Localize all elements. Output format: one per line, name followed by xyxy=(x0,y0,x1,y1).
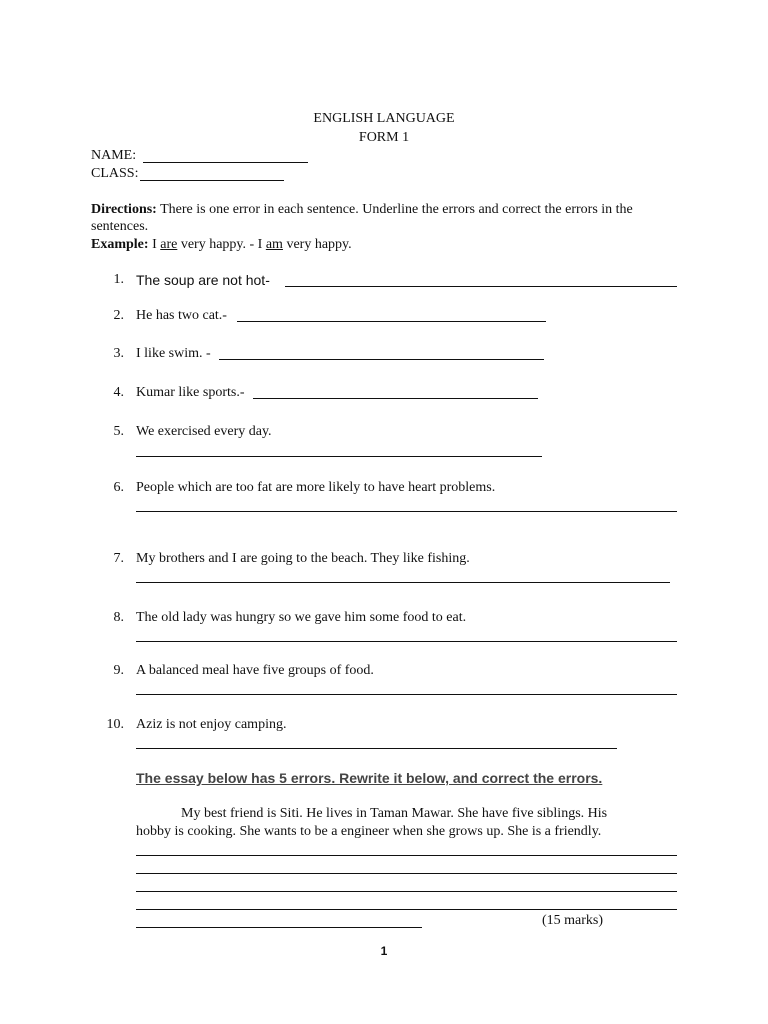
question-text: He has two cat.- xyxy=(136,308,227,323)
question-text: A balanced meal have five groups of food. xyxy=(136,663,374,678)
essay-passage-line-2: hobby is cooking. She wants to be a engineer when she grows up. She is a friendly. xyxy=(136,824,602,839)
name-label: NAME: xyxy=(91,148,137,163)
directions-label: Directions: xyxy=(91,202,157,217)
worksheet-title: ENGLISH LANGUAGE xyxy=(313,111,455,126)
answer-line[interactable] xyxy=(136,456,542,457)
question-number: 7. xyxy=(113,551,124,566)
question-number: 4. xyxy=(113,385,124,400)
question-text: People which are too fat are more likely to have heart problems. xyxy=(136,480,496,495)
question-text: I like swim. - xyxy=(136,346,211,361)
question-number: 8. xyxy=(113,610,124,625)
question-number: 9. xyxy=(113,663,124,678)
question-number: 3. xyxy=(113,346,124,361)
question-number: 6. xyxy=(113,480,124,495)
example-wrong-word: are xyxy=(160,237,178,252)
essay-answer-line[interactable] xyxy=(136,855,677,856)
worksheet-form: FORM 1 xyxy=(358,130,410,145)
question-number: 5. xyxy=(113,424,124,439)
class-label: CLASS: xyxy=(91,166,139,181)
essay-answer-line[interactable] xyxy=(136,909,677,910)
example-line xyxy=(91,237,352,253)
essay-passage-line-1: My best friend is Siti. He lives in Taman Mawar. She have five siblings. His xyxy=(181,806,608,821)
essay-answer-line[interactable] xyxy=(136,891,677,892)
page-number: 1 xyxy=(380,944,388,958)
question-text: The soup are not hot- xyxy=(136,272,270,288)
question-number: 2. xyxy=(113,308,124,323)
answer-line[interactable] xyxy=(136,582,670,583)
answer-line[interactable] xyxy=(219,359,544,360)
question-number: 1. xyxy=(113,272,124,287)
answer-line[interactable] xyxy=(285,286,677,287)
marks-label: (15 marks) xyxy=(542,913,604,928)
name-field[interactable] xyxy=(143,162,308,163)
answer-line[interactable] xyxy=(237,321,546,322)
question-text: Kumar like sports.- xyxy=(136,385,245,400)
class-field[interactable] xyxy=(140,180,284,181)
answer-line[interactable] xyxy=(253,398,538,399)
question-text: Aziz is not enjoy camping. xyxy=(136,717,287,732)
essay-answer-line[interactable] xyxy=(136,873,677,874)
question-number: 10. xyxy=(106,717,124,732)
example-mid: very happy. - I xyxy=(177,237,266,252)
example-right-word: am xyxy=(265,237,283,252)
directions-text: There is one error in each sentence. Underline the errors and correct the errors in the xyxy=(156,202,633,217)
essay-answer-line[interactable] xyxy=(136,927,422,928)
answer-line[interactable] xyxy=(136,641,677,642)
essay-instruction: The essay below has 5 errors. Rewrite it below, and correct the errors. xyxy=(136,770,603,786)
directions-line-2: sentences. xyxy=(91,219,149,234)
question-text: We exercised every day. xyxy=(136,424,272,439)
example-label: Example: xyxy=(91,237,149,252)
example-post: very happy. xyxy=(282,237,352,252)
question-text: The old lady was hungry so we gave him some food to eat. xyxy=(136,610,467,625)
directions-line-1 xyxy=(91,202,633,218)
answer-line[interactable] xyxy=(136,511,677,512)
answer-line[interactable] xyxy=(136,748,617,749)
example-pre: I xyxy=(148,237,161,252)
answer-line[interactable] xyxy=(136,694,677,695)
question-text: My brothers and I are going to the beach. They like fishing. xyxy=(136,551,470,566)
